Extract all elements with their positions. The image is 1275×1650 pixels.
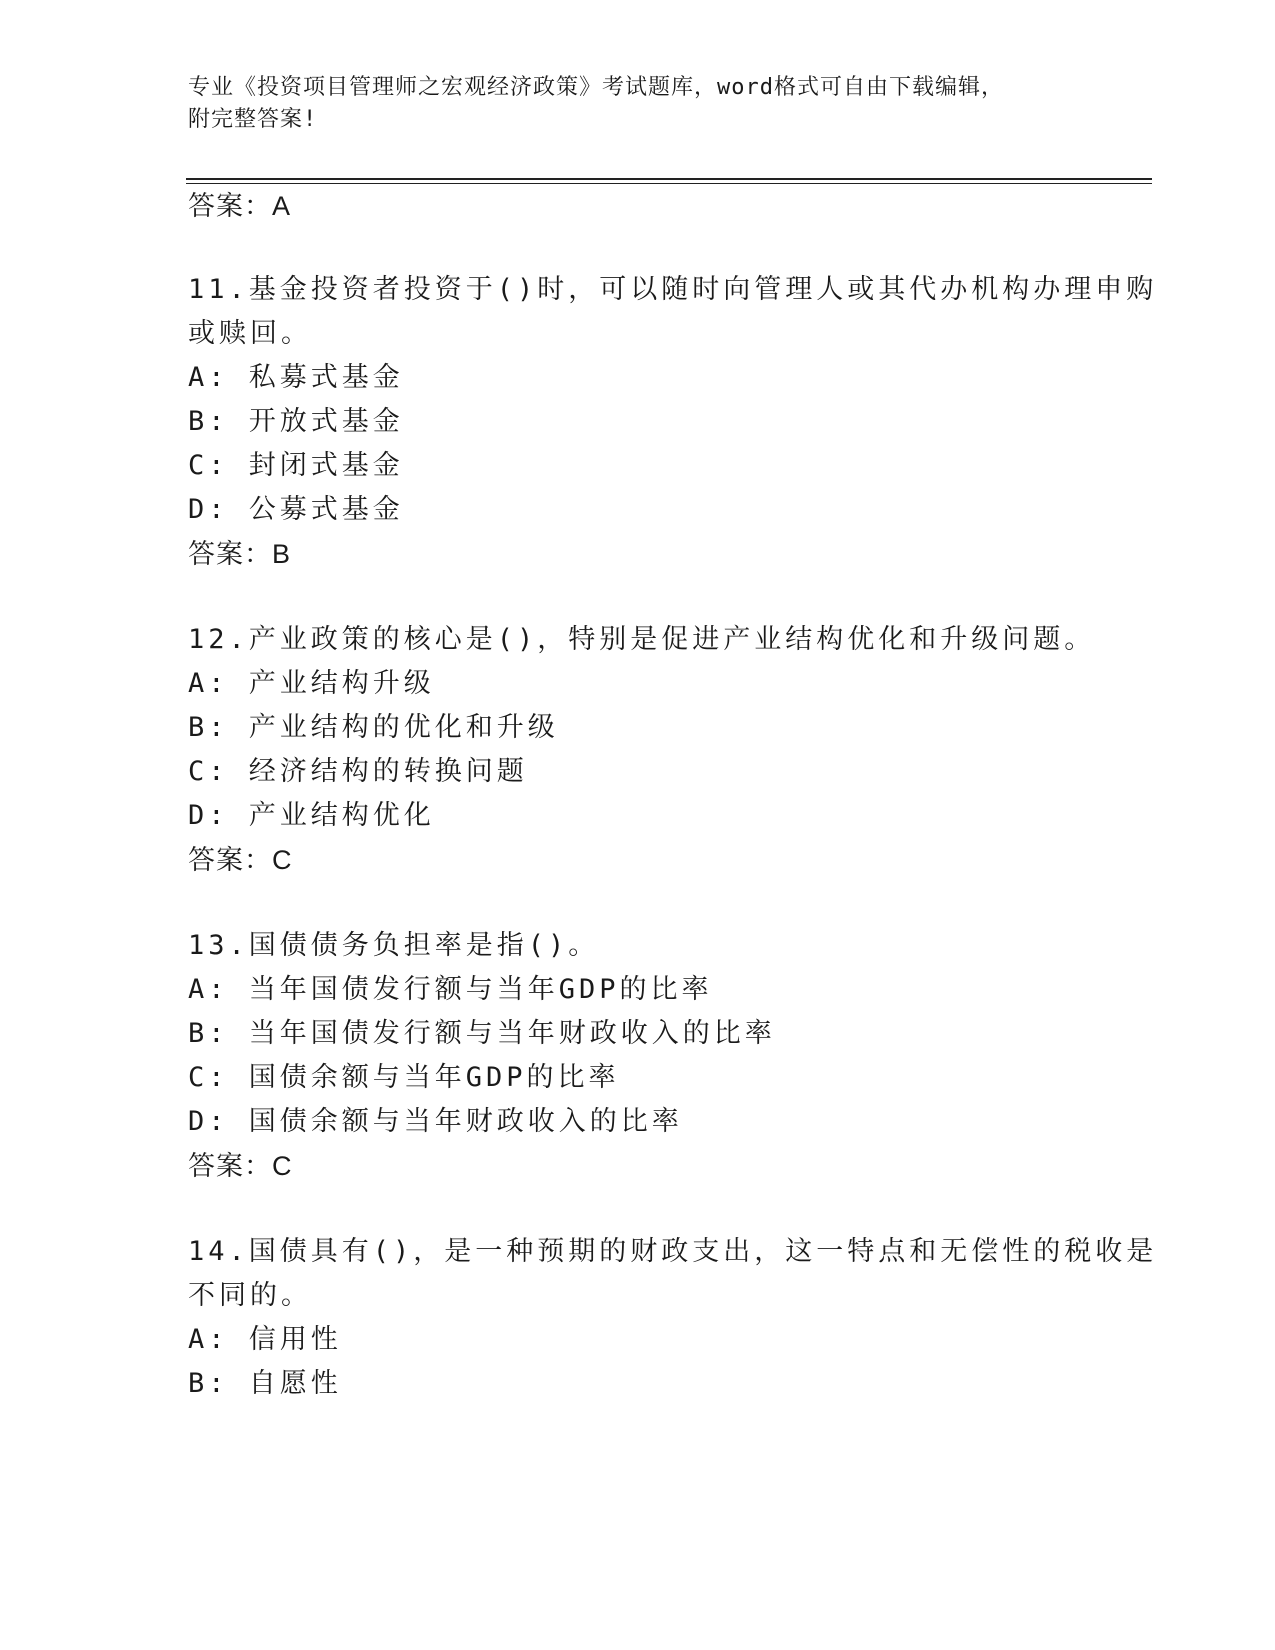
option-c: C: 国债余额与当年GDP的比率 bbox=[188, 1062, 620, 1093]
question-stem-continuation: 不同的。 bbox=[188, 1280, 312, 1311]
option-a: A: 当年国债发行额与当年GDP的比率 bbox=[188, 974, 713, 1005]
header-line-1: 专业《投资项目管理师之宏观经济政策》考试题库，word格式可自由下载编辑， bbox=[188, 75, 1004, 100]
question-stem: 11.基金投资者投资于()时，可以随时向管理人或其代办机构办理申购 bbox=[188, 274, 1158, 305]
option-a: A: 产业结构升级 bbox=[188, 668, 435, 699]
header-divider bbox=[186, 178, 1152, 180]
option-d: D: 产业结构优化 bbox=[188, 800, 435, 831]
header-line-2: 附完整答案! bbox=[188, 107, 318, 132]
option-b: B: 当年国债发行额与当年财政收入的比率 bbox=[188, 1018, 776, 1049]
answer-line: 答案：A bbox=[188, 191, 292, 221]
question-stem-continuation: 或赎回。 bbox=[188, 318, 312, 349]
option-a: A: 信用性 bbox=[188, 1324, 342, 1355]
header-divider-thin bbox=[186, 183, 1152, 184]
answer-line: 答案：C bbox=[188, 1151, 293, 1181]
option-d: D: 公募式基金 bbox=[188, 494, 404, 525]
question-stem: 14.国债具有()，是一种预期的财政支出，这一特点和无偿性的税收是 bbox=[188, 1236, 1158, 1267]
option-b: B: 产业结构的优化和升级 bbox=[188, 712, 559, 743]
option-b: B: 开放式基金 bbox=[188, 406, 404, 437]
option-c: C: 经济结构的转换问题 bbox=[188, 756, 528, 787]
question-stem: 13.国债债务负担率是指()。 bbox=[188, 930, 600, 961]
option-d: D: 国债余额与当年财政收入的比率 bbox=[188, 1106, 683, 1137]
option-c: C: 封闭式基金 bbox=[188, 450, 404, 481]
option-a: A: 私募式基金 bbox=[188, 362, 404, 393]
answer-line: 答案：B bbox=[188, 539, 292, 569]
answer-line: 答案：C bbox=[188, 845, 293, 875]
option-b: B: 自愿性 bbox=[188, 1368, 342, 1399]
document-header bbox=[188, 72, 1088, 136]
question-stem: 12.产业政策的核心是()，特别是促进产业结构优化和升级问题。 bbox=[188, 624, 1096, 655]
